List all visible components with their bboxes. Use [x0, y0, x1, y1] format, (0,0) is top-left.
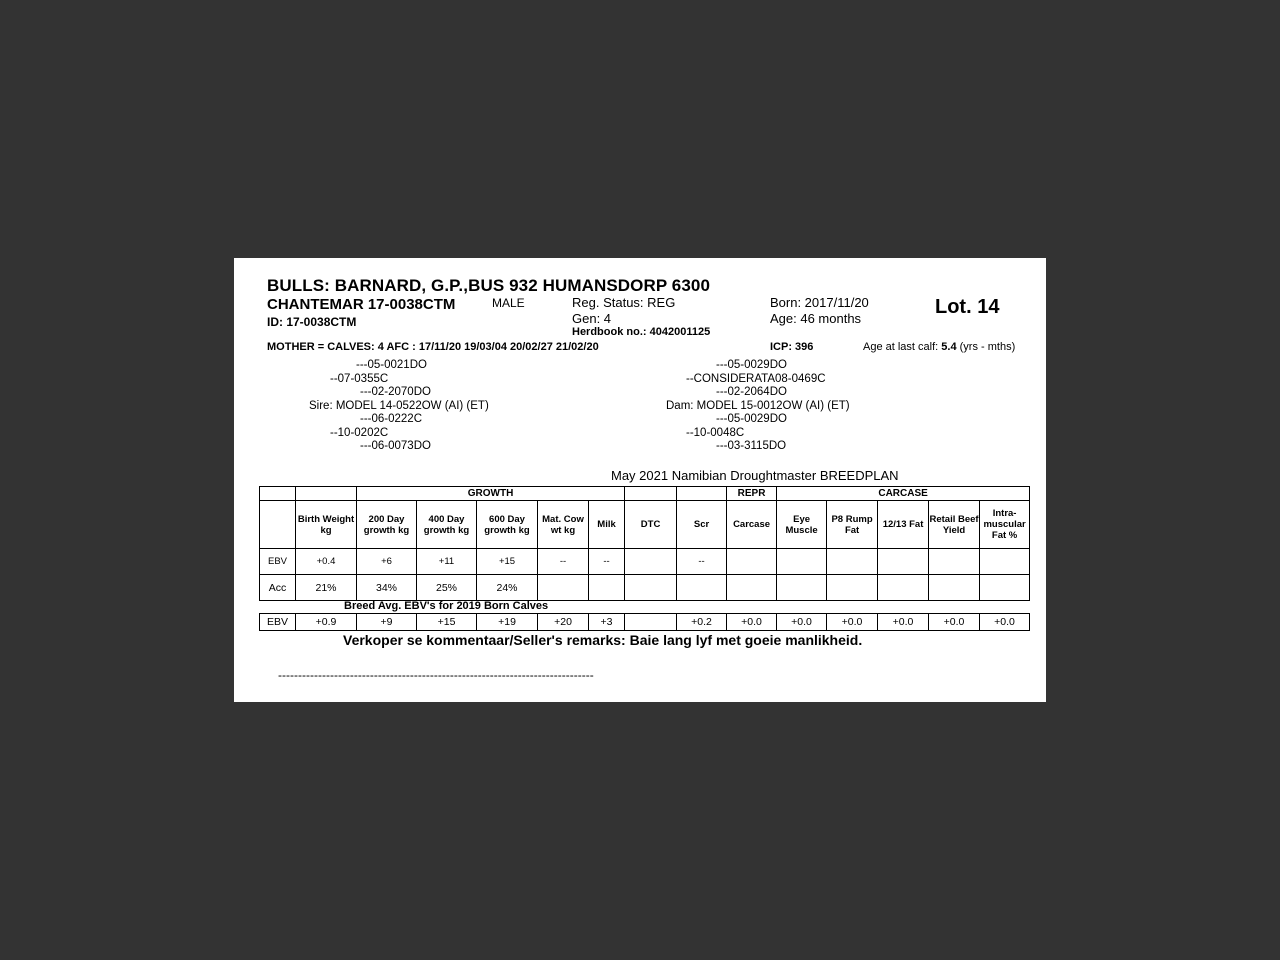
- sex-label: MALE: [492, 296, 525, 310]
- breedplan-title: May 2021 Namibian Droughtmaster BREEDPLAN: [611, 468, 899, 483]
- ebv-cell: [929, 549, 980, 575]
- acc-cell: [589, 575, 625, 601]
- avg-cell: +0.0: [878, 614, 929, 631]
- sire-pedigree-line: ---06-0073DO: [360, 440, 431, 452]
- sire-pedigree-line: --10-0202C: [330, 427, 389, 439]
- acc-cell: [929, 575, 980, 601]
- acc-cell: [777, 575, 827, 601]
- header-cell: DTC: [625, 501, 677, 549]
- sire-pedigree-line: ---05-0021DO: [356, 359, 427, 371]
- breed-avg-table: [259, 613, 1030, 631]
- group-header-row: [260, 487, 1030, 501]
- header-cell: Carcase: [727, 501, 777, 549]
- animal-id: ID: 17-0038CTM: [267, 315, 357, 329]
- header-blank: [260, 501, 296, 549]
- ebv-cell: +15: [477, 549, 538, 575]
- header-cell: 400 Day growth kg: [417, 501, 477, 549]
- dam-pedigree-line: ---05-0029DO: [716, 359, 787, 371]
- header-cell: 12/13 Fat: [878, 501, 929, 549]
- group-growth: GROWTH: [357, 487, 625, 501]
- ebv-cell: [727, 549, 777, 575]
- acc-cell: 25%: [417, 575, 477, 601]
- breed-avg-title: Breed Avg. EBV's for 2019 Born Calves: [344, 600, 549, 612]
- ebv-cell: [777, 549, 827, 575]
- signature-line: -------------------------------------------------------------------------------: [278, 668, 594, 682]
- header-cell: Mat. Cow wt kg: [538, 501, 589, 549]
- avg-cell: +3: [589, 614, 625, 631]
- group-carcase: CARCASE: [777, 487, 1030, 501]
- group-spacer: [677, 487, 727, 501]
- lot-number: Lot. 14: [935, 296, 1000, 318]
- ebv-cell: --: [677, 549, 727, 575]
- icp-value: ICP: 396: [770, 341, 814, 353]
- header-cell: Intra-muscular Fat %: [980, 501, 1030, 549]
- catalogue-card: [234, 258, 1046, 702]
- ebv-row: [260, 549, 1030, 575]
- sire-pedigree-line: ---02-2070DO: [360, 386, 431, 398]
- avg-cell: +0.9: [296, 614, 357, 631]
- acc-cell: [677, 575, 727, 601]
- dam-name: Dam: MODEL 15-0012OW (AI) (ET): [666, 400, 850, 412]
- avg-cell: +0.0: [980, 614, 1030, 631]
- header-cell: 600 Day growth kg: [477, 501, 538, 549]
- header-cell: 200 Day growth kg: [357, 501, 417, 549]
- acc-cell: [878, 575, 929, 601]
- herdbook-label: Herdbook no.:: [572, 326, 647, 338]
- mother-calves-line: MOTHER = CALVES: 4 AFC : 17/11/20 19/03/04 20/02/27 21/02/20: [267, 341, 599, 353]
- acc-cell: 24%: [477, 575, 538, 601]
- acc-cell: 21%: [296, 575, 357, 601]
- group-repr: REPR: [727, 487, 777, 501]
- row-label: EBV: [260, 614, 296, 631]
- avg-cell: +9: [357, 614, 417, 631]
- avg-cell: +0.0: [929, 614, 980, 631]
- dam-pedigree-line: --CONSIDERATA08-0469C: [686, 373, 826, 385]
- avg-cell: +0.0: [777, 614, 827, 631]
- column-header-row: [260, 501, 1030, 549]
- acc-cell: [625, 575, 677, 601]
- ebv-cell: [878, 549, 929, 575]
- ebv-cell: [980, 549, 1030, 575]
- animal-name: CHANTEMAR 17-0038CTM: [267, 296, 456, 313]
- acc-cell: [727, 575, 777, 601]
- gen-label: Gen: 4: [572, 311, 612, 326]
- acc-cell: [980, 575, 1030, 601]
- avg-cell: +0.0: [827, 614, 878, 631]
- acc-cell: [538, 575, 589, 601]
- ebv-cell: --: [589, 549, 625, 575]
- ebv-cell: +0.4: [296, 549, 357, 575]
- header-cell: Milk: [589, 501, 625, 549]
- herdbook-number: [572, 326, 710, 338]
- ebv-cell: +11: [417, 549, 477, 575]
- header-cell: Retail Beef Yield: [929, 501, 980, 549]
- age-last-calf-unit: (yrs - mths): [959, 341, 1016, 353]
- herdbook-value: 4042001125: [649, 326, 711, 338]
- avg-cell: +19: [477, 614, 538, 631]
- row-label: EBV: [260, 549, 296, 575]
- row-label: Acc: [260, 575, 296, 601]
- age-months: Age: 46 months: [770, 311, 862, 326]
- sire-pedigree-line: --07-0355C: [330, 373, 389, 385]
- avg-cell: [625, 614, 677, 631]
- avg-cell: +20: [538, 614, 589, 631]
- acc-cell: 34%: [357, 575, 417, 601]
- header-cell: Eye Muscle: [777, 501, 827, 549]
- acc-row: [260, 575, 1030, 601]
- seller-title: BULLS: BARNARD, G.P.,BUS 932 HUMANSDORP 6300: [267, 276, 711, 295]
- acc-cell: [827, 575, 878, 601]
- born-date: Born: 2017/11/20: [770, 295, 869, 310]
- dam-pedigree-line: ---05-0029DO: [716, 413, 787, 425]
- avg-cell: +0.0: [727, 614, 777, 631]
- header-cell: Birth Weight kg: [296, 501, 357, 549]
- group-spacer: [296, 487, 357, 501]
- ebv-cell: +6: [357, 549, 417, 575]
- sire-name: Sire: MODEL 14-0522OW (AI) (ET): [309, 400, 489, 412]
- reg-status: Reg. Status: REG: [572, 295, 676, 310]
- seller-remarks: Verkoper se kommentaar/Seller's remarks: Baie lang lyf met goeie manlikheid.: [343, 632, 863, 648]
- age-last-calf-label: Age at last calf:: [863, 341, 939, 353]
- ebv-cell: [625, 549, 677, 575]
- ebv-cell: --: [538, 549, 589, 575]
- header-cell: P8 Rump Fat: [827, 501, 878, 549]
- group-spacer: [625, 487, 677, 501]
- age-last-calf: [863, 341, 1015, 353]
- group-spacer: [260, 487, 296, 501]
- ebv-table: [259, 486, 1030, 601]
- breed-avg-row: [260, 614, 1030, 631]
- avg-cell: +15: [417, 614, 477, 631]
- dam-pedigree-line: ---02-2064DO: [716, 386, 787, 398]
- dam-pedigree-line: --10-0048C: [686, 427, 745, 439]
- ebv-cell: [827, 549, 878, 575]
- avg-cell: +0.2: [677, 614, 727, 631]
- dam-pedigree-line: ---03-3115DO: [716, 440, 787, 452]
- sire-pedigree-line: ---06-0222C: [360, 413, 422, 425]
- header-cell: Scr: [677, 501, 727, 549]
- age-last-calf-value: 5.4: [941, 341, 957, 353]
